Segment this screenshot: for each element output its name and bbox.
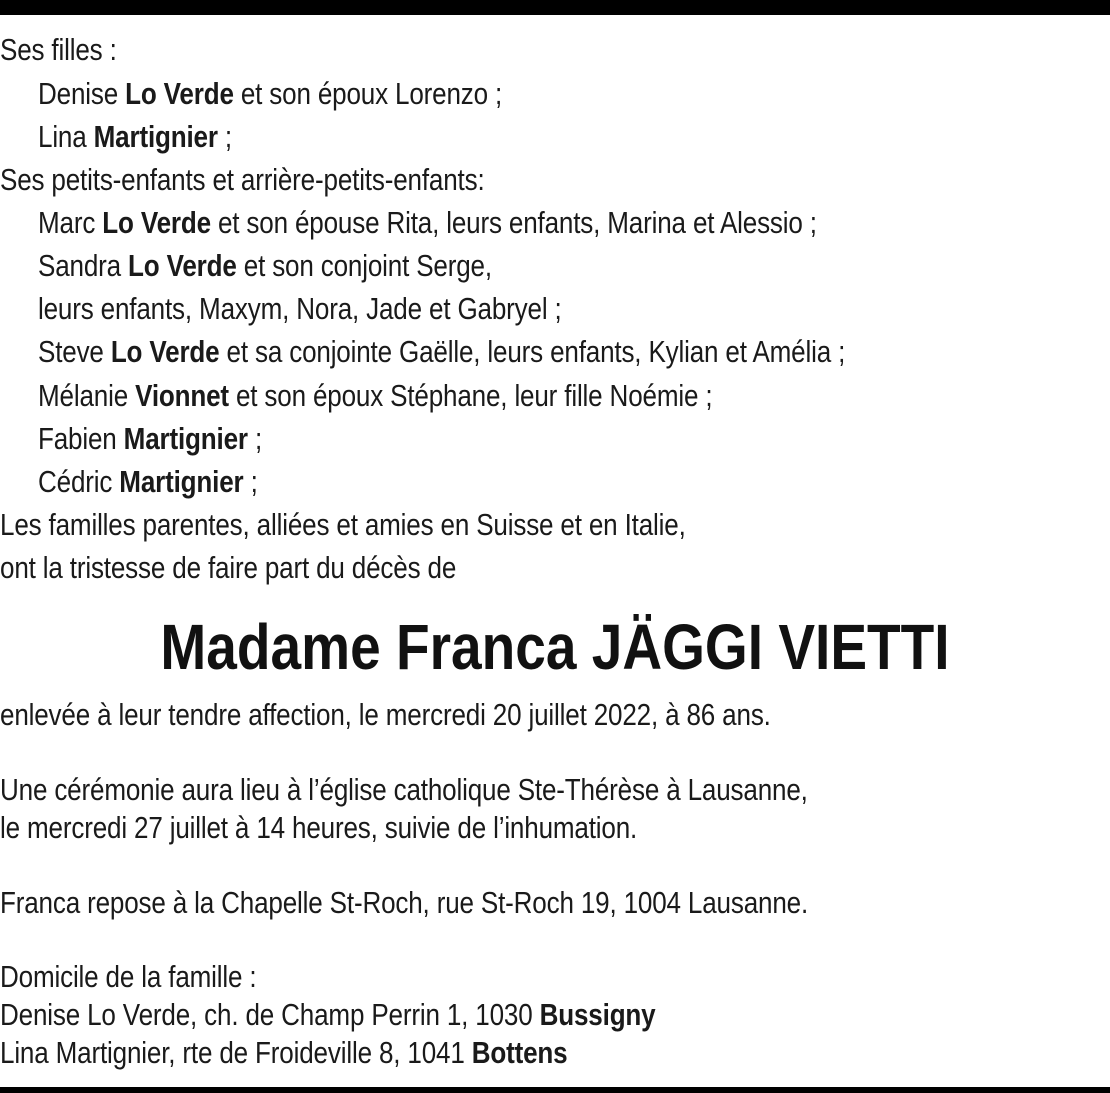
families-line: Les familles parentes, alliées et amies en Suisse et en Italie, [0,507,686,542]
announce-line: ont la tristesse de faire part du décès de [0,550,457,585]
family-name: Martignier [119,464,244,499]
line-rest: ; [243,464,258,499]
address-text: Denise Lo Verde, ch. de Champ Perrin 1, 1030 [0,997,540,1032]
address-line [0,1031,567,1075]
first-name: Mélanie [38,378,136,413]
top-rule [0,0,1110,15]
grandchild-line [38,330,845,374]
grandchild-line [38,417,262,461]
grandchild-line [38,374,712,418]
grandchild-line: leurs enfants, Maxym, Nora, Jade et Gabryel ; [38,291,562,326]
line-rest: et son époux Lorenzo ; [233,76,503,111]
deceased-name: Madame Franca JÄGGI VIETTI [160,611,950,683]
first-name: Fabien [38,421,124,456]
first-name: Steve [38,334,111,369]
line-rest: ; [217,119,232,154]
family-name: Martignier [123,421,248,456]
line-rest: et son conjoint Serge, [236,248,492,283]
grandchildren-header: Ses petits-enfants et arrière-petits-enfants: [0,162,485,197]
daughters-header: Ses filles : [0,32,117,67]
daughter-line [38,72,502,116]
line-rest: et son époux Stéphane, leur fille Noémie ; [228,378,713,413]
address-city: Bottens [471,1035,568,1070]
family-name: Martignier [93,119,218,154]
ceremony-line: le mercredi 27 juillet à 14 heures, suivie de l’inhumation. [0,810,638,845]
family-name: Lo Verde [102,205,211,240]
first-name: Denise [38,76,126,111]
first-name: Marc [38,205,103,240]
domicile-header: Domicile de la famille : [0,959,257,994]
first-name: Sandra [38,248,129,283]
ceremony-line: Une cérémonie aura lieu à l’église catholique Ste-Thérèse à Lausanne, [0,772,808,807]
line-rest: et sa conjointe Gaëlle, leurs enfants, Kylian et Amélia ; [219,334,846,369]
family-name: Lo Verde [128,248,237,283]
grandchild-line [38,201,817,245]
address-city: Bussigny [539,997,656,1032]
first-name: Lina [38,119,94,154]
line-rest: et son épouse Rita, leurs enfants, Marina et Alessio ; [210,205,817,240]
line-rest: ; [247,421,263,456]
family-name: Vionnet [135,378,229,413]
grandchild-line [38,244,492,288]
family-name: Lo Verde [110,334,220,369]
daughter-line [38,115,232,159]
address-text: Lina Martignier, rte de Froideville 8, 1041 [0,1035,472,1070]
death-line: enlevée à leur tendre affection, le mercredi 20 juillet 2022, à 86 ans. [0,697,771,732]
bottom-rule [0,1087,1110,1093]
rest-line: Franca repose à la Chapelle St-Roch, rue St-Roch 19, 1004 Lausanne. [0,885,809,920]
first-name: Cédric [38,464,120,499]
grandchild-line [38,460,258,504]
family-name: Lo Verde [125,76,234,111]
